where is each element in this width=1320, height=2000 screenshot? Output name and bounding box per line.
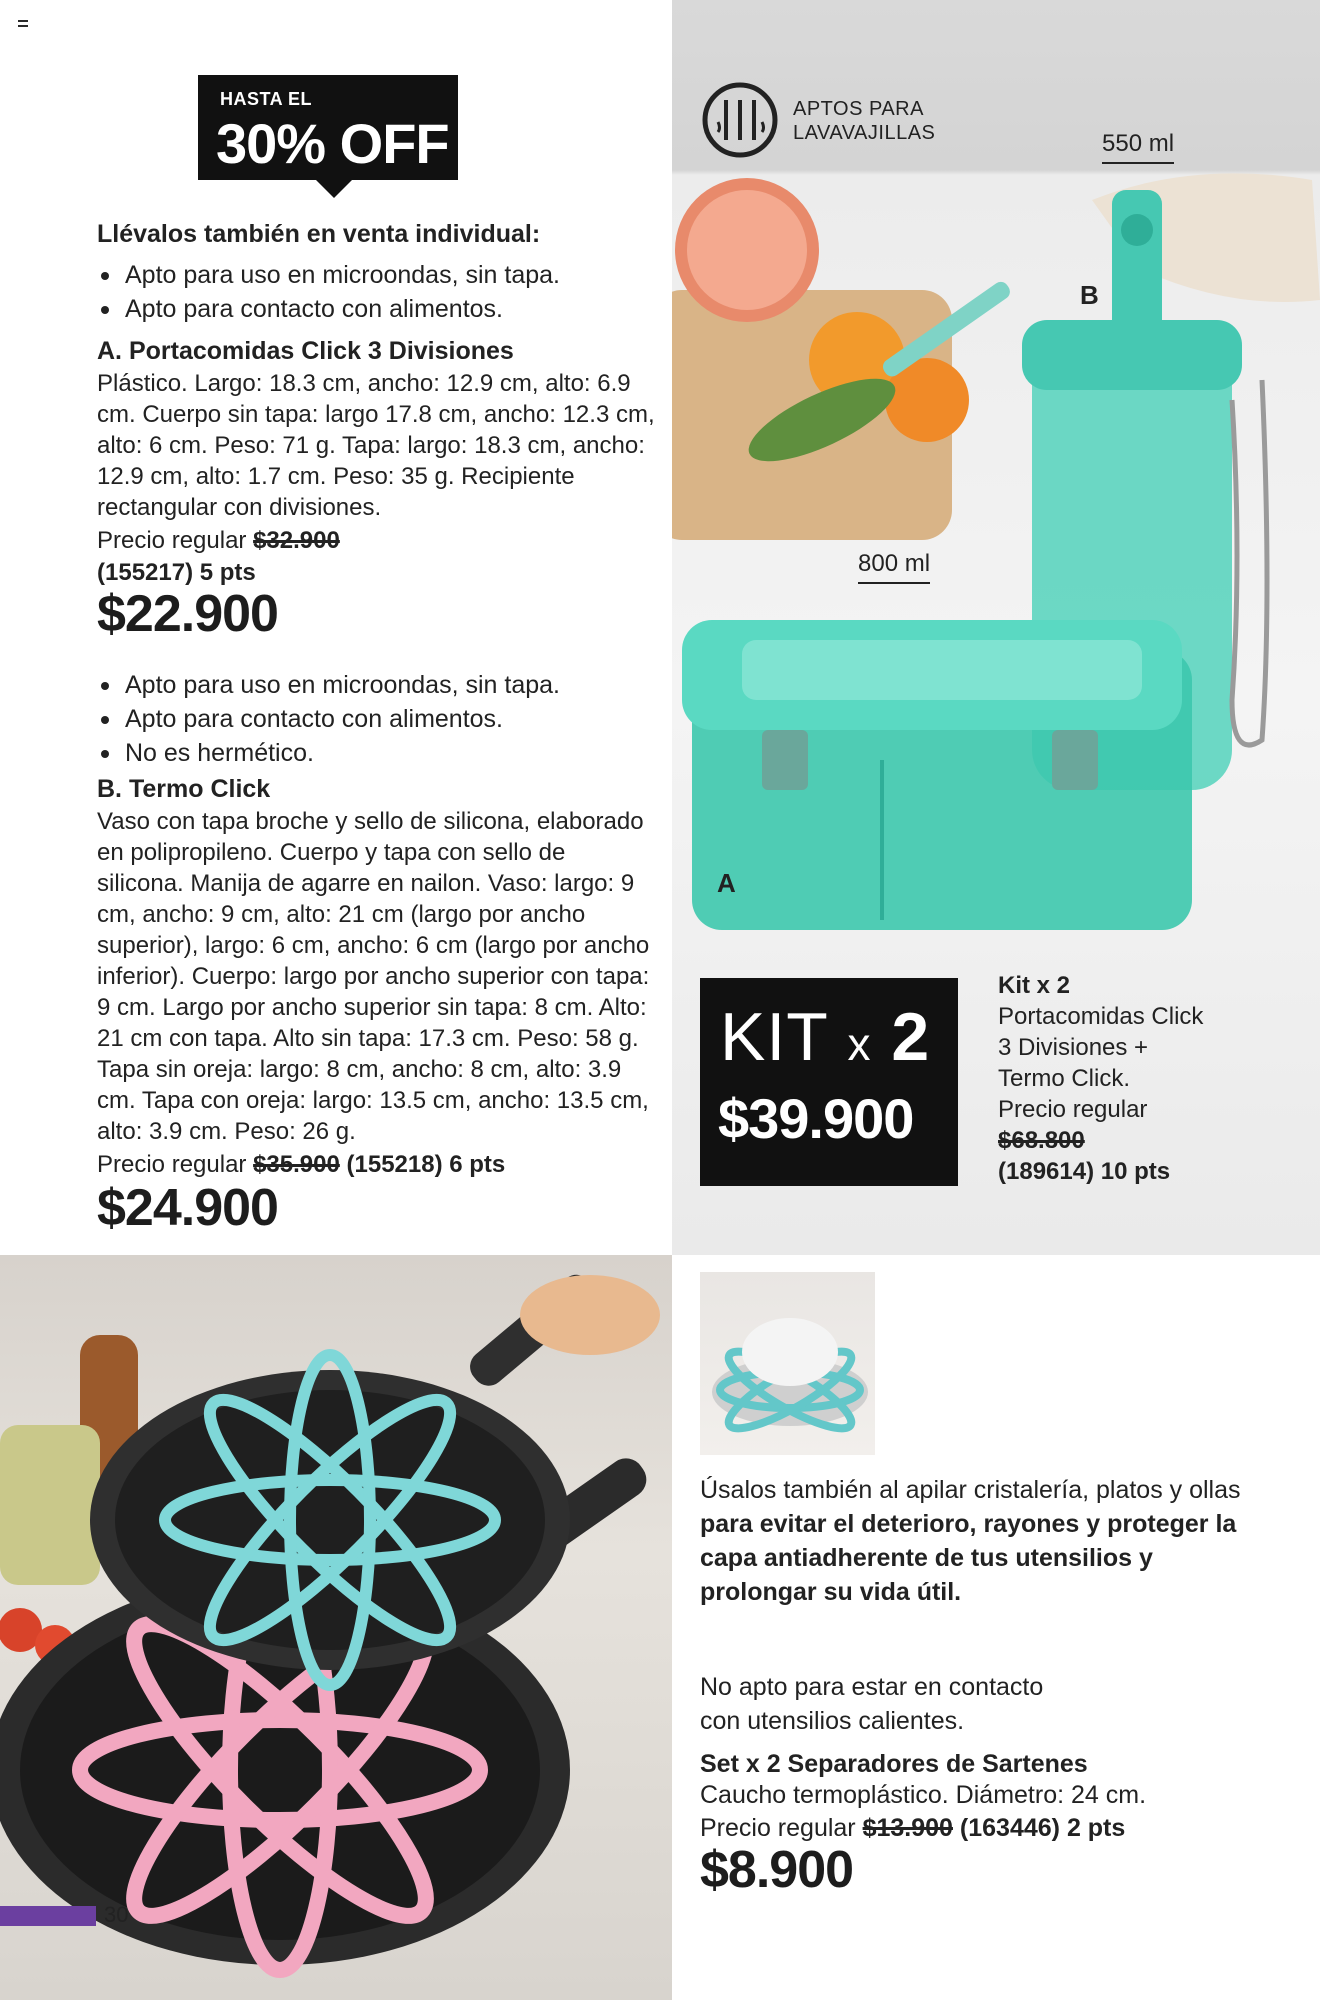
regular-price-label: Precio regular — [97, 1151, 247, 1178]
list-item: Apto para contacto con alimentos. — [97, 702, 657, 736]
product-b-description: Vaso con tapa broche y sello de silicona, elaborado en polipropileno. Cuerpo y tapa con sello de silicona. Manija de agarre en nailon. Vaso: largo: 9 cm, ancho: 9 cm, alto: 21 cm (largo por ancho superior), largo: 6 cm, ancho: 6 cm (largo por ancho inferior). Cuerpo: largo por ancho superior con tapa: 9 cm. Largo por ancho superior sin tapa: 8 cm. Alto: 21 cm con tapa. Alto sin tapa: 17.3 cm. Peso: 58 g. Tapa sin oreja: largo: 8 cm, ancho: 8 cm, alto: 3.9 cm. Tapa con oreja: largo: 13.5 cm, ancho: 13.5 cm, alto: 3.9 cm. Peso: 26 g. — [97, 808, 650, 1145]
kit-desc-line1: Portacomidas Click — [998, 1003, 1204, 1030]
stacking-thumbnail — [700, 1272, 875, 1455]
pans-illustration — [0, 1255, 672, 2000]
product-b-code-pts: (155218) 6 pts — [346, 1151, 506, 1178]
list-item: Apto para uso en microondas, sin tapa. — [97, 258, 657, 292]
regular-price: $13.900 — [862, 1814, 953, 1842]
separators-usage-bold: para evitar el deterioro, rayones y proteger la capa antiadherente de tus utensilios y prolongar su vida útil. — [700, 1510, 1237, 1606]
list-item: No es hermético. — [97, 736, 657, 770]
separators-price: $8.900 — [700, 1841, 854, 1899]
kit-desc-line2: 3 Divisiones + — [998, 1034, 1149, 1061]
product-a-description: Plástico. Largo: 18.3 cm, ancho: 12.9 cm, alto: 6.9 cm. Cuerpo sin tapa: largo 17.8 cm, ancho: 12.3 cm, alto: 6 cm. Peso: 71 g. Tapa: largo: 18.3 cm, ancho: 12.9 cm, alto: 1.7 cm. Peso: 35 g. Recipiente rectangular con divisiones. — [97, 370, 655, 521]
volume-label-b: 550 ml — [1102, 130, 1174, 164]
regular-price-label: Precio regular — [97, 527, 247, 554]
footer-accent-bar — [0, 1906, 96, 1926]
list-item: Apto para contacto con alimentos. — [97, 292, 657, 326]
menu-icon[interactable] — [18, 20, 28, 27]
discount-badge-line1: HASTA EL — [220, 89, 312, 109]
dishwasher-label — [793, 97, 935, 145]
photo-letter-a: A — [717, 868, 736, 898]
separators-warning-line2: con utensilios calientes. — [700, 1707, 965, 1735]
separators-title: Set x 2 Separadores de Sartenes — [700, 1750, 1088, 1778]
regular-price-label: Precio regular — [998, 1096, 1148, 1123]
product-a-price: $22.900 — [97, 585, 278, 643]
product-a-code-pts: (155217) 5 pts — [97, 559, 256, 586]
product-photo-pans — [0, 1255, 672, 2000]
list-item: Apto para uso en microondas, sin tapa. — [97, 668, 657, 702]
kit-desc-line3: Termo Click. — [998, 1065, 1131, 1092]
product-a-title: A. Portacomidas Click 3 Divisiones — [97, 337, 514, 365]
kit-box-title — [720, 998, 930, 1076]
kit-box-x: x — [847, 1018, 872, 1070]
regular-price: $35.900 — [253, 1151, 340, 1178]
kit-box-word: KIT — [720, 999, 828, 1075]
product-b-bullets — [97, 668, 657, 770]
product-a-bullets — [97, 258, 657, 326]
regular-price: $32.900 — [253, 527, 340, 554]
dishwasher-safe-icon — [700, 80, 780, 160]
separators-warning — [700, 1670, 1043, 1738]
product-a-regular-price-line — [97, 525, 340, 556]
discount-badge — [198, 75, 458, 180]
regular-price: $68.800 — [998, 1127, 1085, 1154]
discount-badge-line2: 30% OFF — [216, 112, 449, 175]
dishwasher-label-line1: APTOS PARA — [793, 98, 924, 120]
kit-code-pts: (189614) 10 pts — [998, 1158, 1171, 1185]
kit-details — [998, 970, 1308, 1187]
separators-warning-line1: No apto para estar en contacto — [700, 1673, 1044, 1701]
separators-description: Caucho termoplástico. Diámetro: 24 cm. — [700, 1781, 1147, 1809]
separators-code-pts: (163446) 2 pts — [959, 1814, 1126, 1842]
product-b-title: B. Termo Click — [97, 775, 271, 803]
kit-box-price: $39.900 — [718, 1087, 914, 1150]
page-number: 30 — [104, 1902, 129, 1927]
kit-price-box — [700, 978, 958, 1186]
kit-box-num: 2 — [891, 999, 931, 1075]
kit-title: Kit x 2 — [998, 972, 1071, 999]
regular-price-label: Precio regular — [700, 1814, 856, 1842]
product-b-price: $24.900 — [97, 1179, 278, 1237]
separators-usage-normal: Úsalos también al apilar cristalería, platos y ollas — [700, 1476, 1241, 1504]
separators-usage — [700, 1473, 1260, 1609]
intro-heading: Llévalos también en venta individual: — [97, 220, 541, 248]
photo-letter-b: B — [1080, 280, 1099, 310]
product-b-regular-price-line — [97, 1149, 505, 1180]
dishwasher-label-line2: LAVAVAJILLAS — [793, 122, 936, 144]
volume-label-a: 800 ml — [858, 550, 930, 584]
